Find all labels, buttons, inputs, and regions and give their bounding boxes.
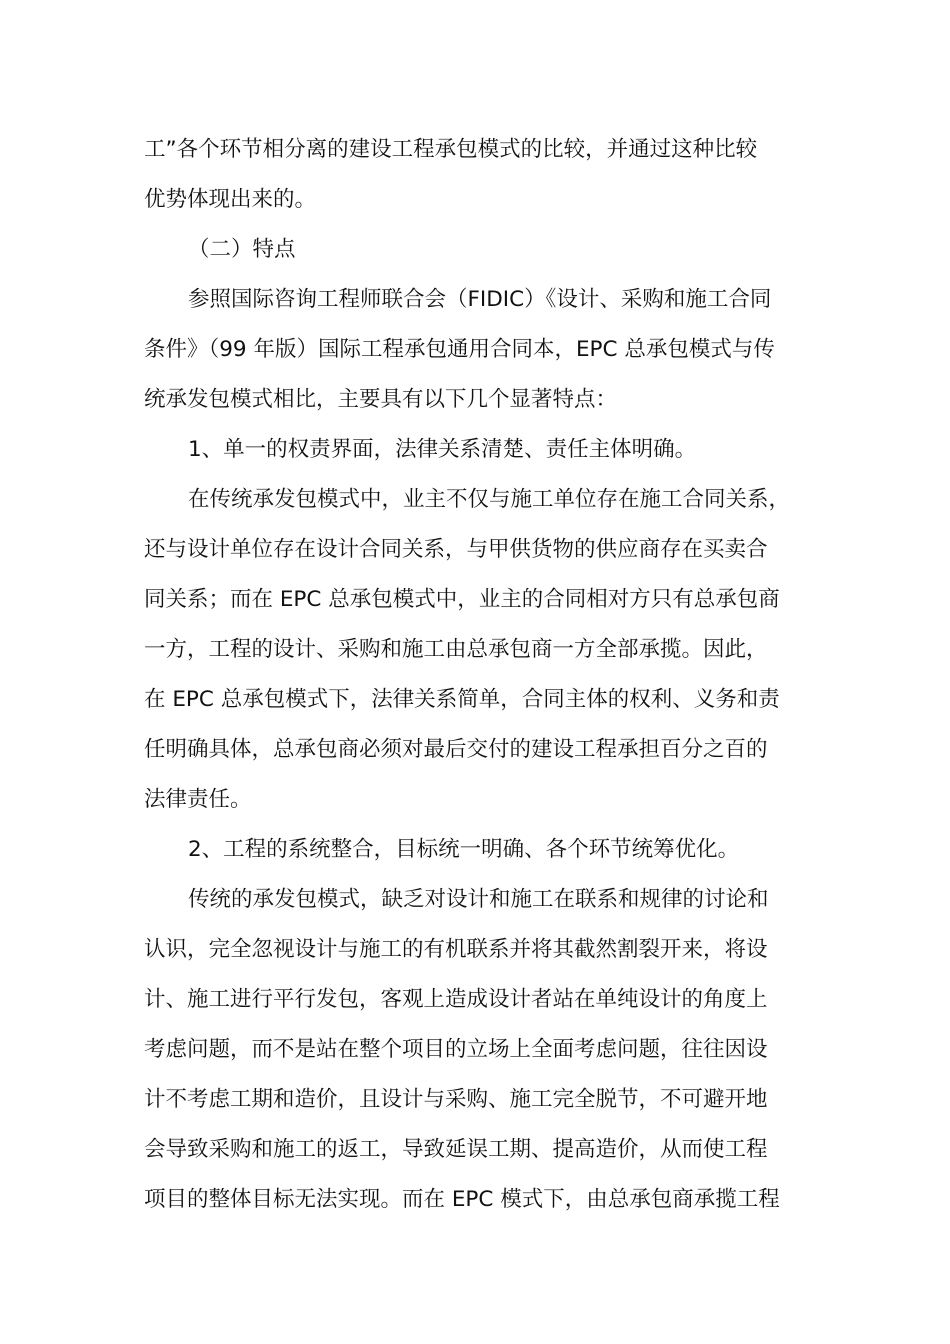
text-line: 同关系；而在 EPC 总承包模式中，业主的合同相对方只有总承包商 <box>144 587 780 612</box>
text-line: 还与设计单位存在设计合同关系，与甲供货物的供应商存在买卖合 <box>144 537 768 562</box>
text-line: 会导致采购和施工的返工，导致延误工期、提高造价，从而使工程 <box>144 1137 768 1162</box>
text-line: 认识，完全忽视设计与施工的有机联系并将其截然割裂开来，将设 <box>144 937 768 962</box>
text-line: 传统的承发包模式，缺乏对设计和施工在联系和规律的讨论和 <box>188 887 769 912</box>
text-line: 条件》（99 年版）国际工程承包通用合同本，EPC 总承包模式与传 <box>144 337 775 362</box>
text-line: 优势体现出来的。 <box>144 187 317 212</box>
text-line: 工”各个环节相分离的建设工程承包模式的比较，并通过这种比较 <box>144 137 758 162</box>
text-line: 一方，工程的设计、采购和施工由总承包商一方全部承揽。因此， <box>144 637 768 662</box>
text-line: 法律责任。 <box>144 787 252 812</box>
section-heading: （二）特点 <box>188 237 296 262</box>
point-heading: 2、工程的系统整合，目标统一明确、各个环节统筹优化。 <box>188 837 740 862</box>
text-line: 在 EPC 总承包模式下，法律关系简单，合同主体的权利、义务和责 <box>144 687 780 712</box>
text-line: 统承发包模式相比，主要具有以下几个显著特点： <box>144 387 618 412</box>
text-line: 任明确具体，总承包商必须对最后交付的建设工程承担百分之百的 <box>144 737 768 762</box>
text-line: 参照国际咨询工程师联合会（FIDIC）《设计、采购和施工合同 <box>188 287 772 312</box>
point-heading: 1、单一的权责界面，法律关系清楚、责任主体明确。 <box>188 437 697 462</box>
text-line: 考虑问题，而不是站在整个项目的立场上全面考虑问题，往往因设 <box>144 1037 768 1062</box>
text-line: 在传统承发包模式中，业主不仅与施工单位存在施工合同关系， <box>188 487 791 512</box>
text-line: 计不考虑工期和造价，且设计与采购、施工完全脱节，不可避开地 <box>144 1087 768 1112</box>
text-line: 计、施工进行平行发包，客观上造成设计者站在单纯设计的角度上 <box>144 987 768 1012</box>
text-line: 项目的整体目标无法实现。而在 EPC 模式下，由总承包商承揽工程 <box>144 1187 780 1212</box>
